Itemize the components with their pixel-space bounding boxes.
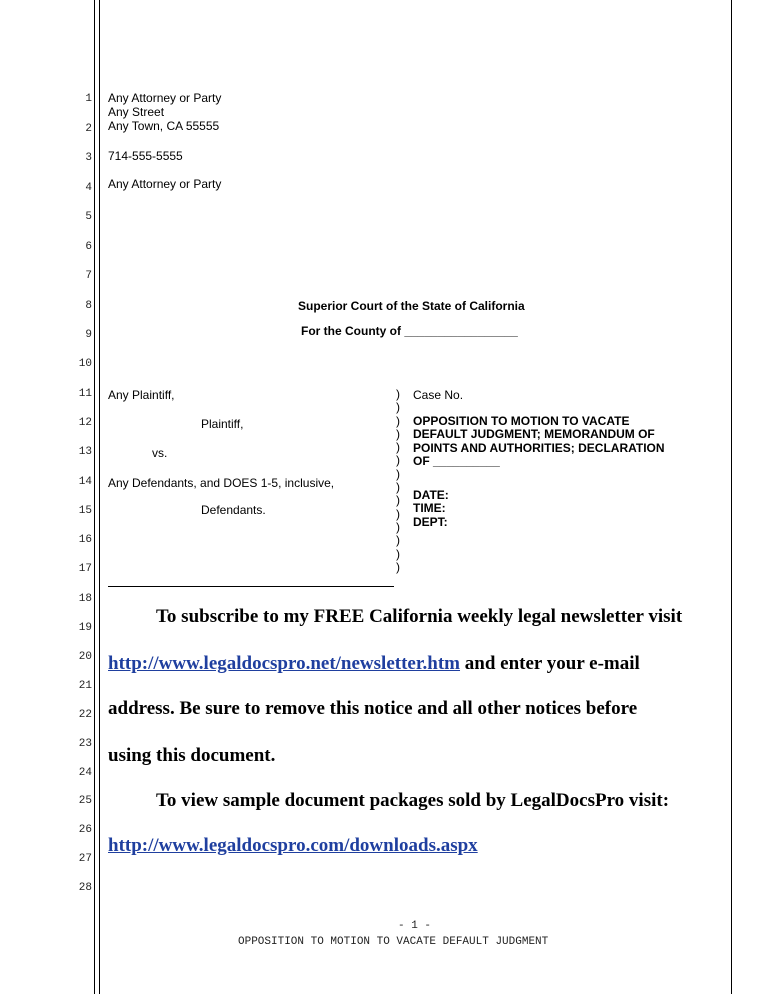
plaintiff-name: Any Plaintiff, (108, 388, 175, 402)
line-number: 18 (78, 593, 92, 605)
line-number: 9 (85, 329, 92, 341)
attorney-city: Any Town, CA 55555 (108, 119, 220, 133)
line-number: 28 (78, 882, 92, 894)
attorney-phone: 714-555-5555 (108, 149, 183, 163)
document-title (413, 415, 665, 469)
caption-parenthesis: ) (396, 559, 400, 574)
hearing-info (413, 489, 449, 529)
notice-line-1: To subscribe to my FREE California weekly legal newsletter visit (156, 606, 683, 627)
line-number: 15 (78, 505, 92, 517)
caption-parenthesis: ) (396, 506, 400, 521)
attorney-name: Any Attorney or Party (108, 91, 222, 105)
caption-parenthesis: ) (396, 413, 400, 428)
line-number: 5 (85, 211, 92, 223)
notice-line-3: address. Be sure to remove this notice and all other notices before (108, 698, 638, 719)
hearing-date-label: DATE: (413, 488, 449, 502)
document-title-line: POINTS AND AUTHORITIES; DECLARATION (413, 440, 665, 455)
line-number: 6 (85, 241, 92, 253)
caption-parenthesis: ) (396, 387, 400, 401)
line-number: 13 (78, 446, 92, 458)
caption-rule (108, 586, 394, 587)
line-number: 24 (78, 767, 92, 779)
hearing-time-label: TIME: (413, 501, 446, 516)
caption-parenthesis: ) (396, 426, 400, 441)
versus-label: vs. (152, 446, 168, 460)
line-number: 8 (85, 300, 92, 312)
line-number: 25 (78, 795, 92, 807)
court-name: Superior Court of the State of California (298, 299, 525, 313)
caption-parenthesis: ) (396, 546, 400, 561)
line-number: 3 (85, 152, 92, 164)
notice-line-2-rest: and enter your e-mail (464, 653, 640, 674)
defendant-role: Defendants. (201, 503, 266, 517)
line-number: 14 (78, 476, 92, 488)
document-title-line: OPPOSITION TO MOTION TO VACATE (413, 414, 630, 428)
caption-parenthesis: ) (396, 440, 400, 455)
court-county: For the County of _________________ (301, 324, 518, 338)
downloads-link[interactable]: http://www.legaldocspro.com/downloads.aspx (108, 835, 478, 856)
caption-parenthesis: ) (396, 466, 400, 481)
plaintiff-role: Plaintiff, (201, 417, 244, 431)
caption-parenthesis: ) (396, 533, 400, 548)
line-number: 12 (78, 417, 92, 429)
notice-line-6 (108, 835, 478, 857)
footer-title: OPPOSITION TO MOTION TO VACATE DEFAULT JUDGMENT (238, 936, 549, 948)
notice-line-2 (108, 653, 640, 675)
line-number: 2 (85, 123, 92, 135)
attorney-for: Any Attorney or Party (108, 177, 222, 191)
line-number: 26 (78, 824, 92, 836)
case-number-label: Case No. (413, 388, 464, 402)
notice-line-4: using this document. (108, 745, 276, 766)
left-margin-rule-inner (99, 0, 100, 994)
caption-parenthesis: ) (396, 453, 400, 468)
page-number: - 1 - (398, 920, 432, 932)
line-number: 19 (78, 622, 92, 634)
line-number: 20 (78, 651, 92, 663)
line-number: 17 (78, 563, 92, 575)
attorney-street: Any Street (108, 105, 165, 119)
line-number: 1 (85, 93, 92, 105)
line-number: 11 (78, 388, 92, 400)
line-number: 23 (78, 738, 92, 750)
caption-parenthesis: ) (396, 493, 400, 508)
caption-parenthesis: ) (396, 519, 400, 534)
caption-parenthesis: ) (396, 480, 400, 495)
line-number: 4 (85, 182, 92, 194)
caption-parenthesis: ) (396, 400, 400, 415)
notice-line-5: To view sample document packages sold by LegalDocsPro visit: (156, 790, 670, 811)
line-number: 16 (78, 534, 92, 546)
line-number: 7 (85, 270, 92, 282)
defendants-name: Any Defendants, and DOES 1-5, inclusive, (108, 476, 335, 490)
newsletter-link[interactable]: http://www.legaldocspro.net/newsletter.htm (108, 653, 461, 674)
caption-parenthesis-column (396, 388, 406, 574)
left-margin-rule-outer (94, 0, 95, 994)
document-title-line: DEFAULT JUDGMENT; MEMORANDUM OF (413, 427, 655, 442)
line-number: 21 (78, 680, 92, 692)
right-margin-rule (731, 0, 732, 994)
document-title-line: OF __________ (413, 454, 500, 469)
line-number: 27 (78, 853, 92, 865)
line-number: 22 (78, 709, 92, 721)
hearing-dept-label: DEPT: (413, 514, 448, 529)
line-number: 10 (78, 358, 92, 370)
